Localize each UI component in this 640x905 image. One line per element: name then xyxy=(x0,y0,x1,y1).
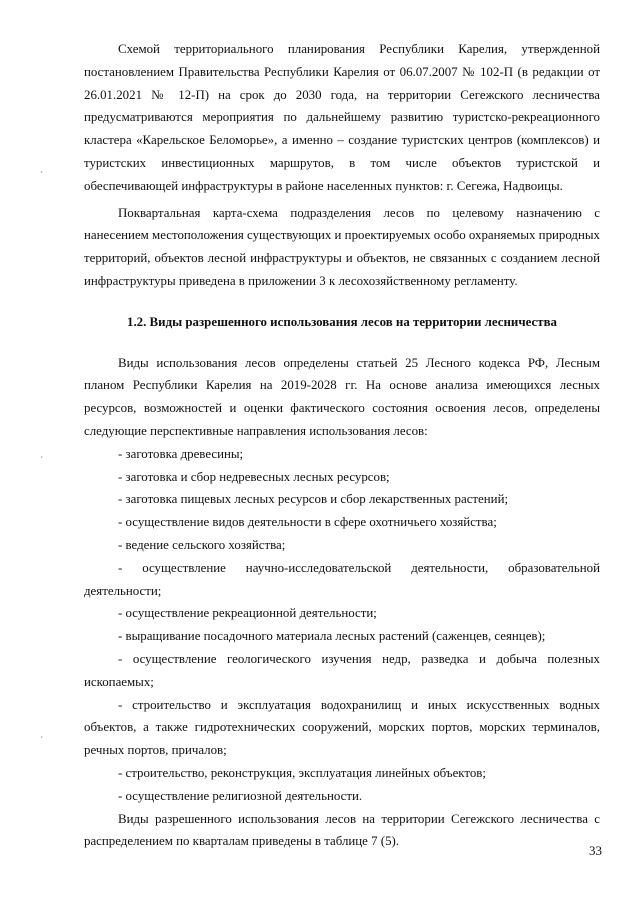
list-item: - осуществление видов деятельности в сфере охотничьего хозяйства; xyxy=(118,515,497,530)
paragraph-intro: Виды использования лесов определены статьей 25 Лесного кодекса РФ, Лесным планом Республики Карелия на 2019-2028 гг. На основе анализа имеющихся лесных ресурсов, возможностей и оценки фактического состояния освоения лесов, определены следующие перспективные направления использования лесов: xyxy=(84,355,600,438)
list-item: - заготовка и сбор недревесных лесных ресурсов; xyxy=(118,469,390,484)
list-item: - заготовка пищевых лесных ресурсов и сбор лекарственных растений; xyxy=(118,492,509,507)
paragraph-territorial-planning: Схемой территориального планирования Республики Карелия, утвержденной постановлением Правительства Республики Карелия от 06.07.2007 № 102-П (в редакции от 26.01.2021 № 12-П) на срок до 2030 года, на территории Сегежского лесничества предусматриваются мероприятия по дальнейшему развитию туристско-рекреационного кластера «Карельское Беломорье», а именно – создание туристских центров (комплексов) и туристских инвестиционных маршрутов, в том числе объектов туристской и обеспечивающей инфраструктуры в районе населенных пунктов: г. Сегежа, Надвоицы. xyxy=(84,42,600,193)
list-item: - ведение сельского хозяйства; xyxy=(118,537,286,552)
page-number: 33 xyxy=(589,843,602,858)
list-item: - заготовка древесины; xyxy=(118,446,244,461)
section-heading: 1.2. Виды разрешенного использования лесов на территории лесничества xyxy=(127,314,557,329)
paragraph-map-scheme: Поквартальная карта-схема подразделения лесов по целевому назначению с нанесением местоположения существующих и проектируемых особо охраняемых природных территорий, объектов лесной инфраструктуры и объектов, не связанных с созданием лесной инфраструктуры приведена в приложении 3 к лесохозяйственному регламенту. xyxy=(84,205,600,288)
scan-mark: ˊ xyxy=(40,455,43,465)
list-item: - осуществление рекреационной деятельности; xyxy=(118,606,377,621)
list-item: - выращивание посадочного материала лесных растений (саженцев, сеянцев); xyxy=(118,629,546,644)
paragraph-closing: Виды разрешенного использования лесов на территории Сегежского лесничества с распределением по кварталам приведены в таблице 7 (5). xyxy=(84,811,600,849)
scan-mark: ˊ xyxy=(40,170,43,180)
page-body xyxy=(84,38,600,853)
list-item: - осуществление геологического изучения недр, разведка и добыча полезных ископаемых; xyxy=(84,651,600,689)
list-item: - строительство, реконструкция, эксплуатация линейных объектов; xyxy=(118,765,486,780)
list-item: - строительство и эксплуатация водохранилищ и иных искусственных водных объектов, а также гидротехнических сооружений, морских портов, морских терминалов, речных портов, причалов; xyxy=(84,697,600,758)
usage-list xyxy=(84,443,600,808)
list-item: - осуществление религиозной деятельности. xyxy=(118,788,363,803)
scan-mark: ˊ xyxy=(40,735,43,745)
list-item: - осуществление научно-исследовательской деятельности, образовательной деятельности; xyxy=(84,560,600,598)
